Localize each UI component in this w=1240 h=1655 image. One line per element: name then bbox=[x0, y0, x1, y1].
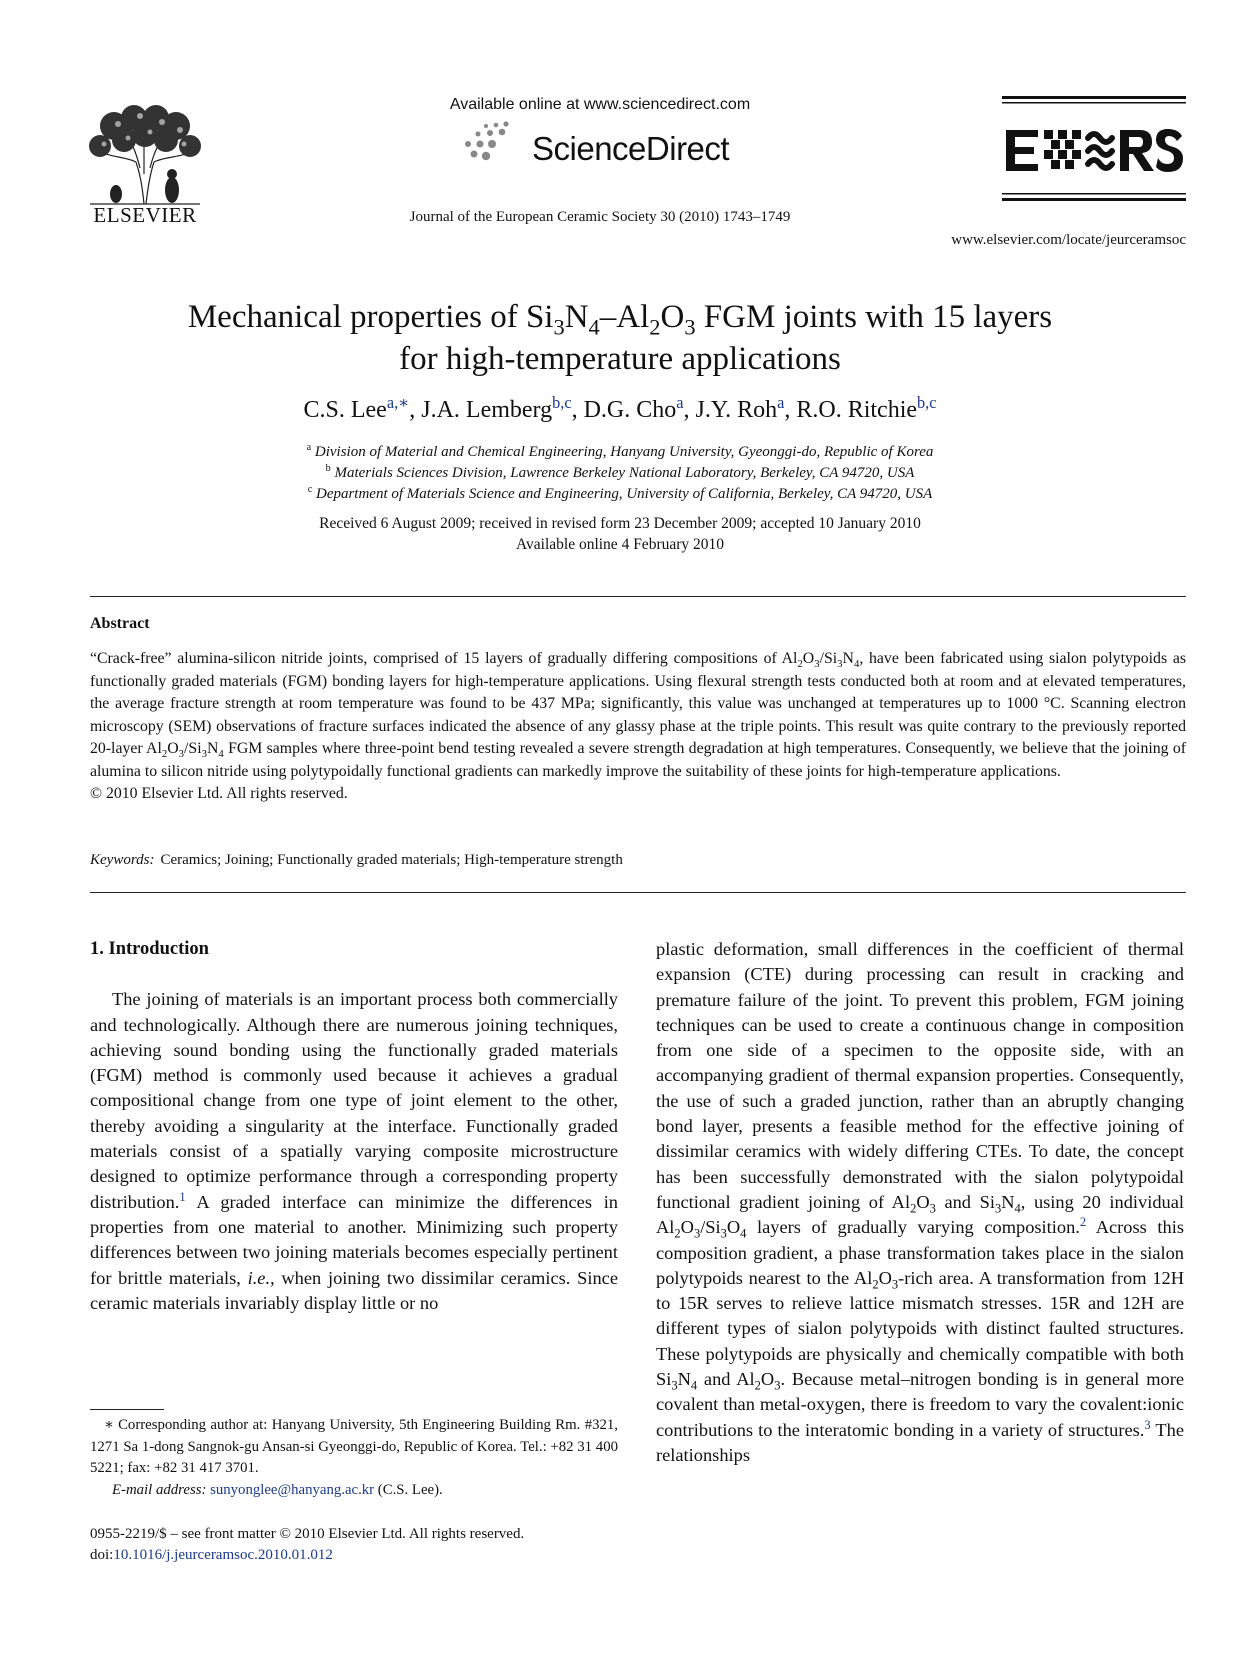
sciencedirect-wordmark: ScienceDirect bbox=[532, 130, 730, 167]
received-dates: Received 6 August 2009; received in revised form 23 December 2009; accepted 10 January 2010 bbox=[319, 515, 921, 532]
reference-link[interactable]: 2 bbox=[1079, 1215, 1087, 1230]
elsevier-wordmark: ELSEVIER bbox=[93, 203, 197, 227]
section-heading-introduction: 1. Introduction bbox=[90, 939, 209, 959]
author-affil-mark[interactable]: a,∗ bbox=[386, 393, 410, 412]
keywords-label: Keywords: bbox=[90, 852, 155, 868]
divider bbox=[90, 892, 1186, 893]
author-name[interactable]: C.S. Lee bbox=[303, 397, 387, 423]
front-matter-info: 0955-2219/$ – see front matter © 2010 Elsevier Ltd. All rights reserved. doi:10.1016/j.jeurceramsoc.2010.01.012 bbox=[90, 1524, 690, 1566]
journal-homepage-link[interactable]: www.elsevier.com/locate/jeurceramsoc bbox=[951, 232, 1186, 248]
affiliation-a: $^a$ Division of Material and Chemical Engineering, Hanyang University, Gyeonggi-do, Republic of Korea bbox=[306, 442, 934, 460]
body-column-left bbox=[90, 937, 618, 1316]
author-name[interactable]: J.Y. Roh bbox=[695, 397, 778, 423]
keywords-list: Ceramics; Joining; Functionally graded materials; High-temperature strength bbox=[160, 852, 623, 868]
abstract-body: “Crack-free” alumina-silicon nitride joints, comprised of 15 layers of gradually differing compositions of $Al_2O_3/Si_3N_4$, have been fabricated using sialon polytypoids as functionally graded materials (FGM) bonding layers for high-temperature applications. Using flexural strength tests conducted both at room and at elevated temperatures, the average fracture strength at room temperature was found to be 437 MPa; significantly, this value was unchanged at temperatures up to 1000 °C. Scanning electron microscopy (SEM) observations of fracture surfaces indicated the absence of any glassy phase at the triple points. This result was quite contrary to the previously reported 20-layer $Al_2O_3/Si_3N_4$ FGM samples where three-point bend testing revealed a severe strength degradation at high temperatures. Consequently, we believe that the joining of alumina to silicon nitride using polytypoidally functional gradients can markedly improve the suitability of these joints for high-temperature applications. © 2010 Elsevier Ltd. All rights reserved. bbox=[90, 650, 1186, 802]
journal-citation: Journal of the European Ceramic Society 30 (2010) 1743–1749 bbox=[409, 209, 791, 225]
reference-link[interactable]: 1 bbox=[179, 1189, 186, 1204]
author-affil-mark[interactable]: a bbox=[676, 393, 684, 412]
author-name[interactable]: J.A. Lemberg bbox=[421, 397, 553, 423]
ecers-journal-logo-icon bbox=[1002, 96, 1186, 206]
affiliation-c: $^c$ Department of Materials Science and Engineering, University of California, Berkeley, CA 94720, USA bbox=[307, 484, 933, 502]
abstract-copyright: © 2010 Elsevier Ltd. All rights reserved. bbox=[90, 785, 348, 802]
issn-line: 0955-2219/$ – see front matter © 2010 Elsevier Ltd. All rights reserved. bbox=[90, 1526, 525, 1542]
available-online-line[interactable]: Available online at www.sciencedirect.com bbox=[449, 96, 751, 113]
intro-paragraph-continued: plastic deformation, small differences in the coefficient of thermal expansion (CTE) during processing can result in cracking and premature failure of the joint. To prevent this problem, FGM joining techniques can be used to create a continuous change in composition from one side of a specimen to the opposite side, with an accompanying gradient of thermal expansion properties. Consequently, the use of such a graded junction, rather than an abruptly changing bond layer, presents a feasible method for the effective joining of dissimilar ceramics with widely differing CTEs. To date, the concept has been successfully demonstrated with the sialon polytypoidal functional gradient joining of $Al_2O_3$ and $Si_3N_4$, using 20 individual $Al_2O_3/Si_3O_4$ layers of gradually varying composition.$^2$ Across this composition gradient, a phase transformation takes place in the sialon polytypoids nearest to the $Al_2O_3$-rich area. A transformation from 12H to 15R serves to relieve lattice mismatch stresses. 15R and 12H are different types of sialon polytypoids with distinct faulted structures. These polytypoids are physically and chemically compatible with both $Si_3N_4$ and $Al_2O_3$. Because metal–nitrogen bonding is in general more covalent than metal-oxygen, there is freedom to vary the covalent:ionic contributions to the interatomic bonding in a variety of structures.$^3$ The relationships bbox=[656, 939, 1184, 1465]
divider bbox=[90, 596, 1186, 597]
paper-title: Mechanical properties of $Si_3N_4-Al_2O_3$ FGM joints with 15 layers for high-temperature applications bbox=[187, 299, 1053, 377]
body-column-right bbox=[656, 937, 1184, 1468]
keywords bbox=[90, 852, 623, 869]
affiliation-b: $^b$ Materials Sciences Division, Lawrence Berkeley National Laboratory, Berkeley, CA 94720, USA bbox=[325, 463, 915, 481]
author-affil-mark[interactable]: b,c bbox=[552, 393, 572, 412]
reference-link[interactable]: 3 bbox=[1144, 1417, 1151, 1432]
intro-paragraph-1: The joining of materials is an important process both commercially and technologically. Although there are numerous joining techniques, achieving sound bonding using the functionally graded materials (FGM) method is commonly used because it achieves a gradual compositional change from one type of joint element to the other, thereby avoiding a singularity at the interface. Functionally graded materials consist of a spatially varying composite microstructure designed to optimize performance through a corresponding property distribution.$^1$ A graded interface can minimize the differences in properties from one material to another. Minimizing such property differences between two joining materials becomes especially pertinent for brittle materials, i.e., when joining two dissimilar ceramics. Since ceramic materials invariably display little or no bbox=[90, 989, 618, 1313]
author-affil-mark[interactable]: b,c bbox=[917, 393, 937, 412]
abstract-heading: Abstract bbox=[90, 615, 150, 632]
author-name[interactable]: D.G. Cho bbox=[583, 397, 677, 423]
doi-link[interactable]: 10.1016/j.jeurceramsoc.2010.01.012 bbox=[113, 1547, 333, 1563]
corresponding-author-footnote: ∗ Corresponding author at: Hanyang University, 5th Engineering Building Rm. #321, 1271 Sa 1-dong Sangnok-gu Ansan-si Gyeonggi-do, Republic of Korea. Tel.: +82 31 400 5221; fax: +82 31 417 3701. E-mail address: sunyonglee@hanyang.ac.kr (C.S. Lee). bbox=[90, 1417, 618, 1498]
footnote-divider bbox=[90, 1409, 164, 1410]
email-link[interactable]: sunyonglee@hanyang.ac.kr bbox=[210, 1481, 375, 1498]
author-list: C.S. Lee$^{a,∗}$, J.A. Lemberg$^{b,c}$, D.G. Cho$^a$, J.Y. Roh$^a$, R.O. Ritchie$^{b,c}$ bbox=[303, 393, 937, 423]
online-date: Available online 4 February 2010 bbox=[515, 536, 725, 553]
author-affil-mark[interactable]: a bbox=[777, 393, 785, 412]
author-name[interactable]: R.O. Ritchie bbox=[796, 397, 918, 423]
